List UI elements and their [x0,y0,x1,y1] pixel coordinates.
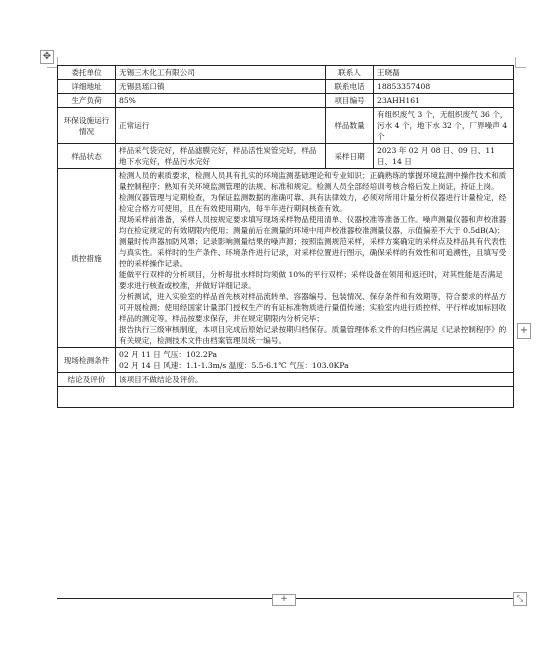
sample-count-value[interactable]: 有组织废气 3 个，无组织废气 36 个，污水 4 个，地下水 32 个，厂界噪声 4 个 [374,108,514,144]
table-row [58,94,514,108]
contact-value[interactable]: 王晓磊 [374,66,514,80]
qc-paragraph: 报告执行三级审核制度，本项目完成后原始记录按期归档保存。质量管理体系文件的归档应满足《记录控制程序》的有关规定，检测技术文件由档案管理员统一编号。 [119,325,507,345]
qc-paragraph: 能做平行双样的分析项目，分析每批水样时均须做 10%的平行双样；采样设备在领用和返还时，对其性能是否满足要求进行核查或校准，并做好详细记录。 [119,270,503,290]
phone-label: 联系电话 [326,80,374,94]
table-row [58,387,514,408]
facility-status-value[interactable]: 正常运行 [116,108,326,144]
page-corner-mark [515,57,526,68]
table-row [58,373,514,387]
qc-label: 质控措施 [58,169,116,348]
field-condition-label: 现场检测条件 [58,348,116,373]
table-resize-icon[interactable]: ⤡ [513,592,527,606]
condition-line: 02 月 14 日 风速：1.1-1.3m/s 温度：5.5-6.1℃ 气压：103.0KPa [119,361,349,370]
add-column-icon[interactable]: + [517,323,531,339]
table-row [58,144,514,169]
field-condition-value[interactable] [116,348,514,373]
qc-paragraph: 分析测试，进入实验室的样品首先核对样品流转单、容器编号、包装情况、保存条件和有效期等，符合要求的样品方可开展检测；使用经国家计量部门授权生产的有证标准物质进行量值传递；实验室内进行质控样、平行样或加标回收样品的测定等。样品按要求保存，并在规定期限内分析完毕； [119,292,507,323]
project-number-value[interactable]: 23AHH161 [374,94,514,108]
table-row [58,169,514,348]
client-value[interactable]: 无锡三木化工有限公司 [116,66,326,80]
conclusion-value[interactable]: 该项目不做结论及评价。 [116,373,514,387]
phone-value[interactable]: 18853357408 [374,80,514,94]
address-label: 详细地址 [58,80,116,94]
sample-state-value[interactable]: 样品采气袋完好，样品滤膜完好，样品活性炭管完好，样品地下水完好，样品污水完好 [116,144,326,169]
sampling-date-value[interactable]: 2023 年 02 月 08 日、09 日、11 日、14 日 [374,144,514,169]
sampling-date-label: 采样日期 [326,144,374,169]
table-row [58,348,514,373]
conclusion-label: 结论及评价 [58,373,116,387]
report-table [57,65,514,408]
sample-count-label: 样品数量 [326,108,374,144]
qc-paragraph: 检测人员的素质要求，检测人员具有扎实的环境监测基础理论和专业知识；正确熟练的掌握环境监测中操作技术和质量控制程序；熟知有关环境监测管理的法规、标准和规定。检测人员全部经培训考核合格后发上岗证，持证上岗。 [119,171,507,191]
client-label: 委托单位 [58,66,116,80]
address-value[interactable]: 无锡县瑶口镇 [116,80,326,94]
add-row-icon[interactable]: + [272,594,296,606]
project-number-label: 项目编号 [326,94,374,108]
qc-content[interactable] [116,169,514,348]
contact-label: 联系人 [326,66,374,80]
sample-state-label: 样品状态 [58,144,116,169]
condition-line: 02 月 11 日 气压：102.2Pa [119,350,217,359]
load-label: 生产负荷 [58,94,116,108]
facility-status-label: 环保设施运行情况 [58,108,116,144]
qc-paragraph: 现场采样前准备，采样人员按规定要求填写现场采样物品使用清单、仪器校准等准备工作。噪声测量仪器和声校准器均在检定规定的有效期限内使用；测量前后在测量的环境中用声校准器校准测量仪器，示值偏差不大于 0.5dB(A)；测量时传声器加防风罩；记录影响测量结果的噪声源；按照监测规范采样，采样方案确定的采样点及样品具有代表性与真实性。采样时的生产条件、环境条件进行记录，对采样位置进行图示，确保采样的有效性和可追溯性，且填写受控的采样操作记录。 [119,215,507,268]
table-row [58,80,514,94]
empty-cell[interactable] [58,387,514,408]
table-row [58,108,514,144]
table-move-handle-icon[interactable]: ✥ [40,50,54,64]
qc-paragraph: 检测仪器管理与定期检查，为保证监测数据的准确可靠、具有法律效力，必须对所用计量分析仪器进行计量检定，经检定合格方可使用，且在有效使用期内，每半年进行期间核查有效。 [119,193,507,213]
load-value[interactable]: 85% [116,94,326,108]
table-row [58,66,514,80]
